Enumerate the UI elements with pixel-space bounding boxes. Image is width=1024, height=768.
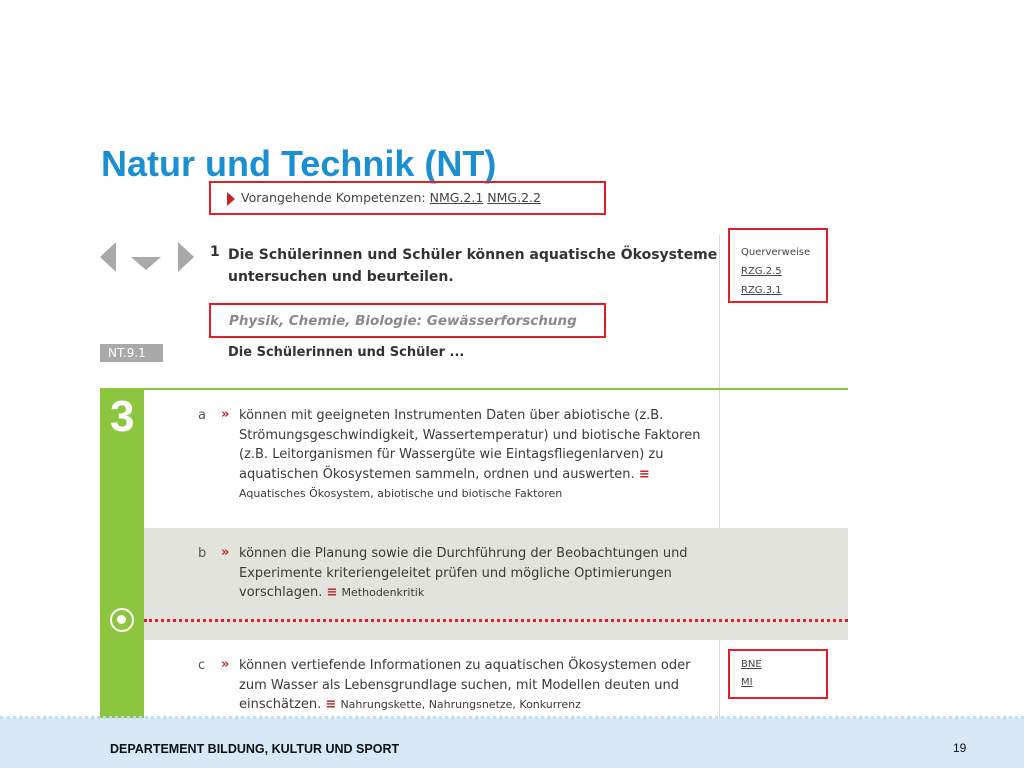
highlight-box-subject — [209, 303, 606, 338]
link-nmg-2-1[interactable]: NMG.2.1 — [429, 190, 484, 205]
target-icon — [110, 608, 134, 632]
intro-text: Die Schülerinnen und Schüler ... — [228, 345, 465, 360]
highlight-box-cross-references — [728, 228, 828, 303]
item-letter: c — [198, 658, 206, 673]
red-dotted-divider — [144, 619, 848, 622]
link-mi[interactable]: MI — [741, 677, 753, 688]
reference-icon: ≡ — [326, 585, 338, 600]
previous-competencies-label: Vorangehende Kompetenzen: — [241, 190, 426, 205]
chevron-right-icon: » — [221, 657, 230, 672]
item-letter: b — [198, 546, 207, 561]
item-reference: Methodenkritik — [341, 586, 425, 599]
chevron-right-icon: » — [221, 407, 230, 422]
item-text: können vertiefende Informationen zu aquatischen Ökosystemen oder zum Wasser als Lebensgrundlage suchen, mit Modellen deuten und einschätzen. — [239, 658, 691, 712]
reference-icon: ≡ — [325, 697, 337, 712]
cross-references-heading: Querverweise — [741, 247, 811, 258]
column-divider — [719, 235, 720, 720]
arrow-down-icon[interactable] — [131, 257, 161, 270]
competency-number: 1 — [210, 244, 220, 260]
highlight-box-bne-mi — [728, 649, 828, 699]
footer-department: DEPARTEMENT BILDUNG, KULTUR UND SPORT — [110, 742, 400, 756]
link-rzg-3-1[interactable]: RZG.3.1 — [741, 285, 782, 296]
item-text: können mit geeigneten Instrumenten Daten über abiotische (z.B. Strömungsgeschwindigkeit, Wassertemperatur) und biotische Faktoren (z.B. Leitorganismen für Wassergüte wie Eintagsfliegenlarven) zu aquatischen Ökosystemen sammeln, ordnen und auswerten. — [239, 408, 701, 482]
link-bne[interactable]: BNE — [741, 659, 762, 670]
page-number: 19 — [953, 741, 967, 755]
link-nmg-2-2[interactable]: NMG.2.2 — [487, 190, 541, 205]
link-rzg-2-5[interactable]: RZG.2.5 — [741, 266, 782, 277]
footer-wave — [0, 716, 1024, 720]
item-text: können die Planung sowie die Durchführung der Beobachtungen und Experimente kriteriengeleitet prüfen und mögliche Optimierungen vorschlagen. — [239, 546, 688, 600]
slide-title: Natur und Technik (NT) — [101, 143, 497, 184]
highlight-box-previous — [209, 181, 606, 215]
subject-line: Physik, Chemie, Biologie: Gewässerforschung — [229, 313, 577, 329]
arrow-right-icon[interactable] — [178, 242, 194, 272]
level-number: 3 — [110, 392, 135, 441]
chevron-right-icon: » — [221, 545, 230, 560]
reference-icon: ≡ — [638, 466, 650, 482]
competency-code-badge: NT.9.1 — [100, 344, 163, 362]
level-top-line — [144, 388, 848, 390]
arrow-left-icon[interactable] — [100, 242, 116, 272]
item-reference: Nahrungskette, Nahrungsnetze, Konkurrenz — [340, 698, 581, 711]
item-letter: a — [198, 408, 206, 423]
competency-text: Die Schülerinnen und Schüler können aquatische Ökosysteme untersuchen und beurteilen. — [228, 247, 718, 285]
item-reference: Aquatisches Ökosystem, abiotische und biotische Faktoren — [239, 487, 563, 500]
